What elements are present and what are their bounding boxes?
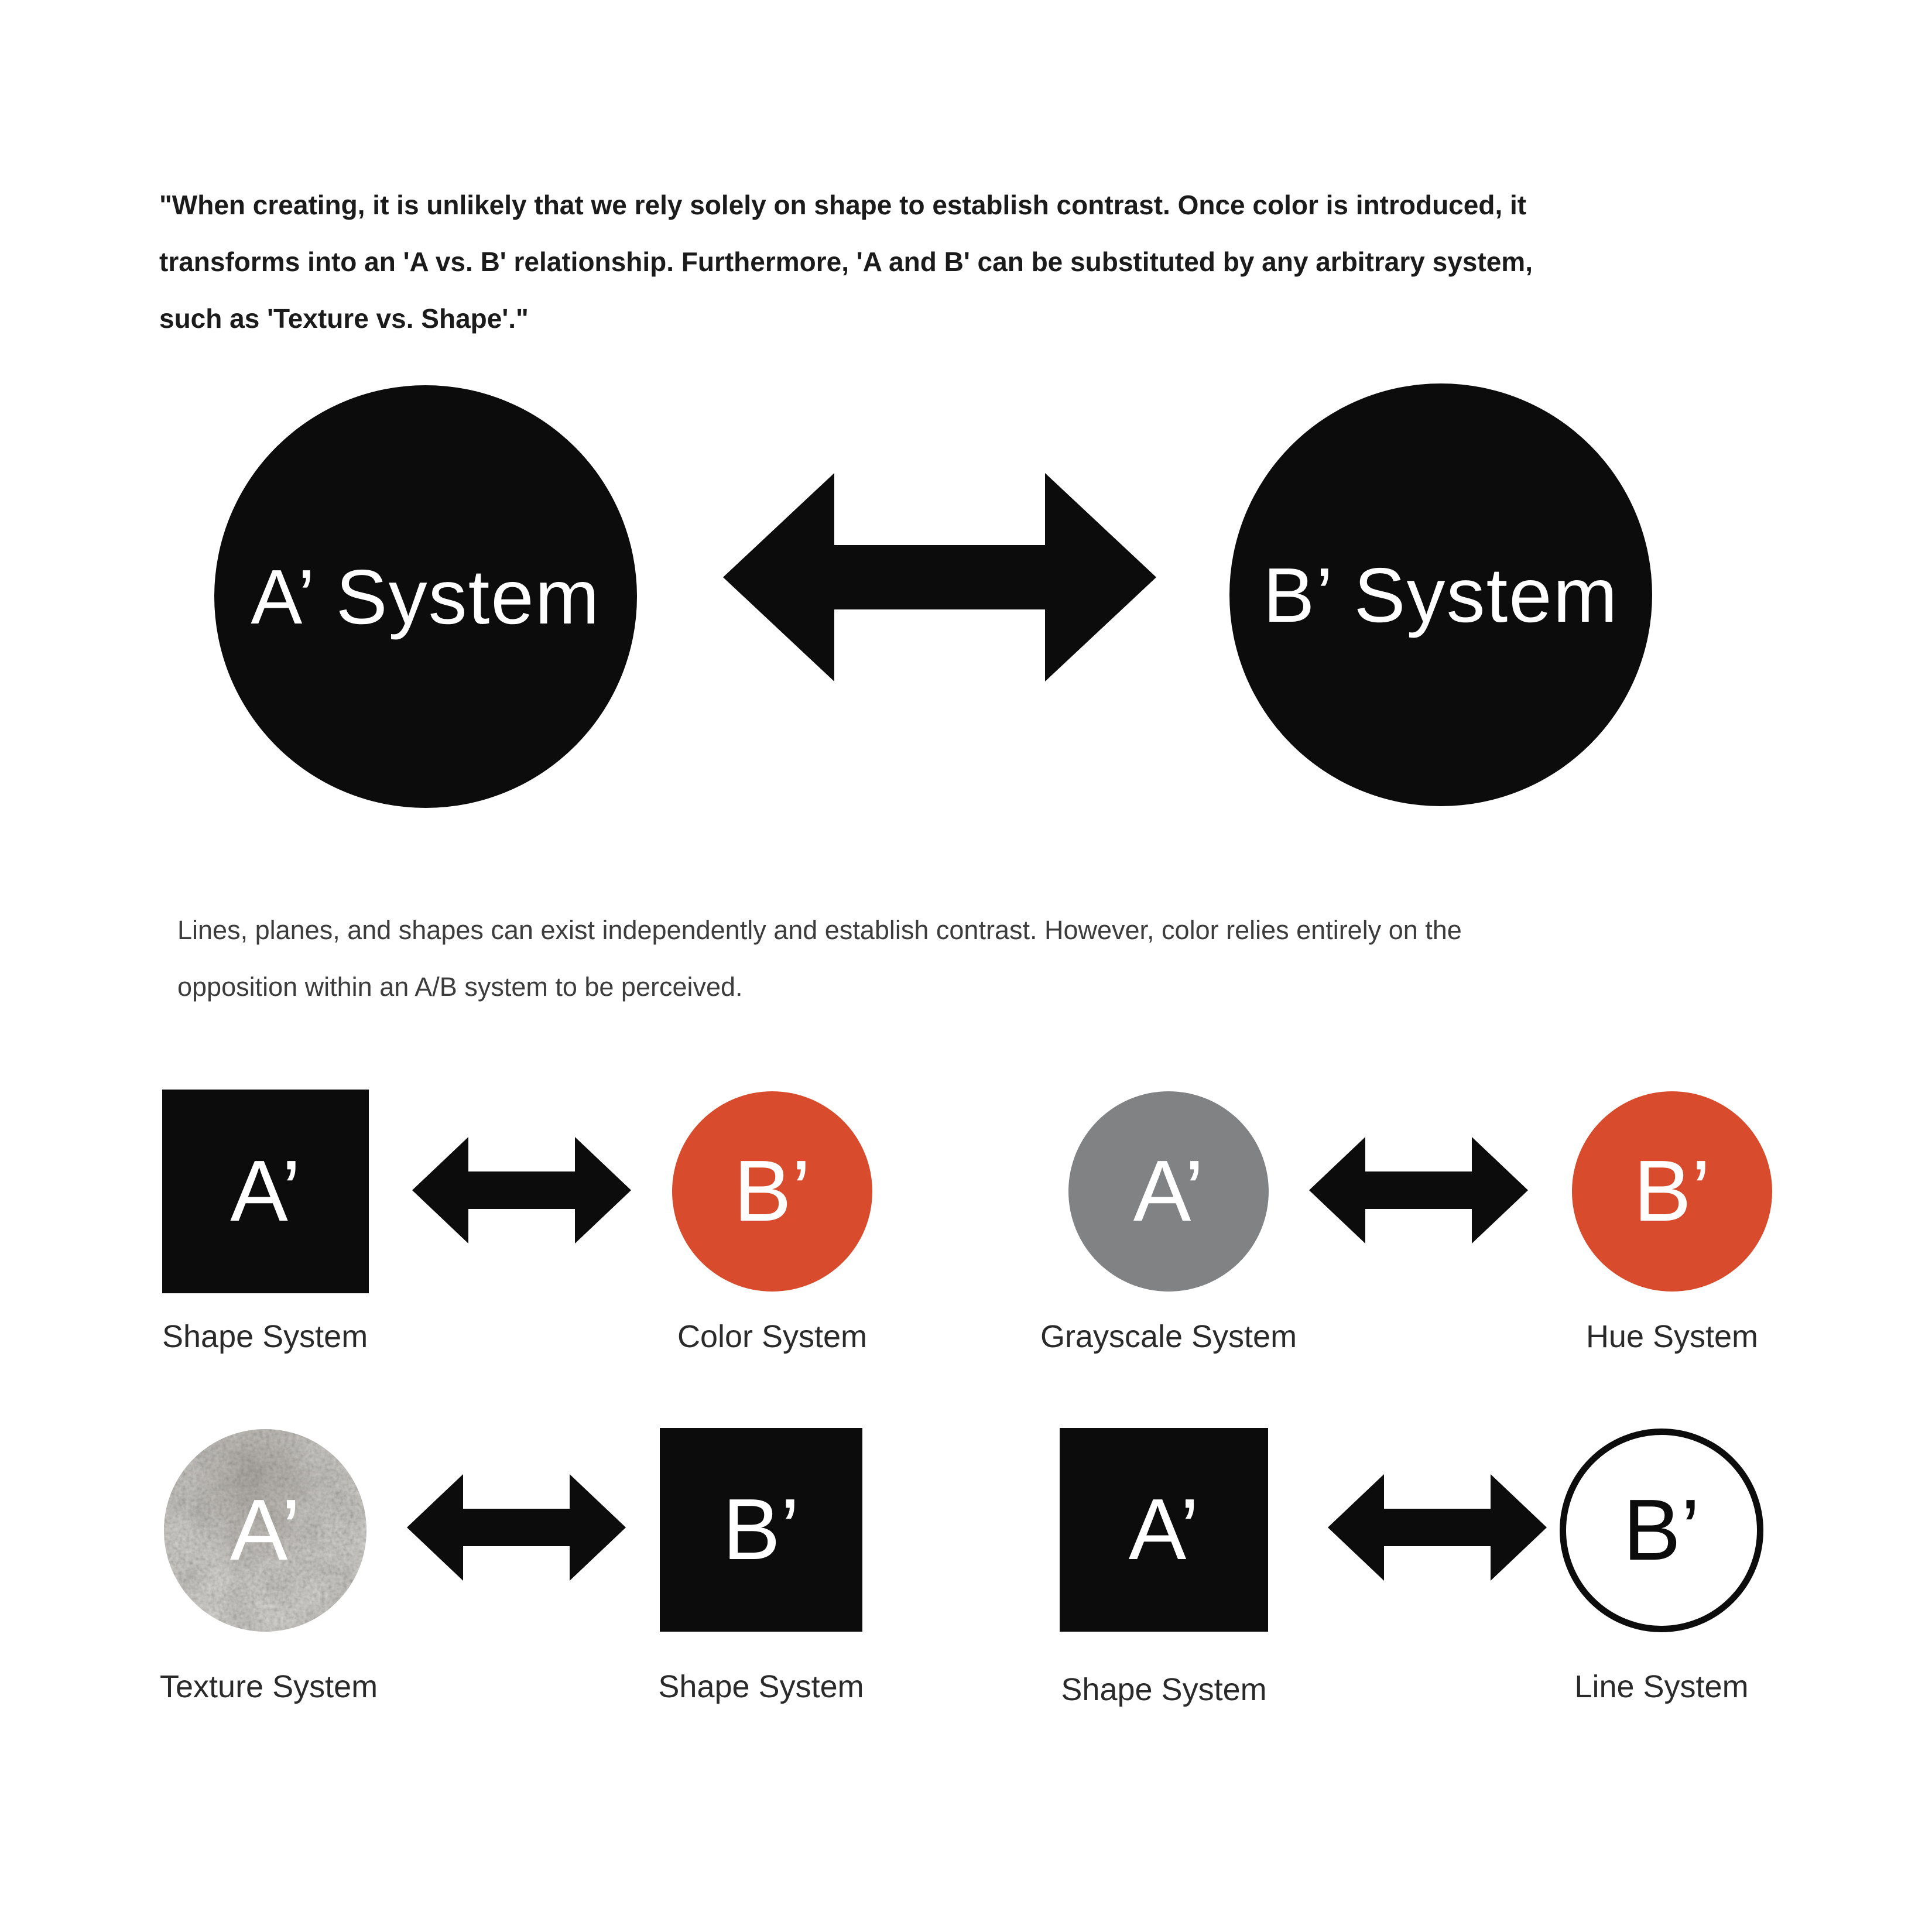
- comparison4-black-square: [1060, 1428, 1268, 1632]
- comparison3-b-letter: B’: [722, 1481, 800, 1578]
- description-paragraph: [177, 902, 1793, 1015]
- quote-line-1: "When creating, it is unlikely that we rely solely on shape to establish contrast. Once color is introduced, it: [159, 190, 1527, 220]
- description-line-2: opposition within an A/B system to be perceived.: [177, 972, 743, 1002]
- double-arrow-icon: [407, 1474, 626, 1581]
- comparison1-b-letter: B’: [734, 1143, 811, 1239]
- comparison1-orange-circle: [672, 1091, 872, 1292]
- b-system-label: B’ System: [1263, 551, 1619, 638]
- comparison4-b-letter: B’: [1623, 1482, 1700, 1578]
- comparison4-outlined-circle: [1560, 1429, 1763, 1632]
- double-arrow-icon: [412, 1137, 631, 1244]
- double-arrow-icon: [1309, 1137, 1528, 1244]
- quote-line-3: such as 'Texture vs. Shape'.": [159, 303, 529, 334]
- comparison4-a-letter: A’: [1128, 1481, 1200, 1578]
- comparison2-b-caption: Hue System: [1585, 1319, 1759, 1354]
- quote-paragraph: [159, 177, 1810, 347]
- b-system-circle: [1229, 383, 1652, 806]
- comparison2-a-caption: Grayscale System: [1040, 1319, 1297, 1354]
- comparison3-texture-circle: [164, 1429, 366, 1632]
- comparison4-b-caption: Line System: [1574, 1669, 1749, 1704]
- comparison3-b-caption: Shape System: [658, 1669, 864, 1704]
- comparison1-black-square: [162, 1090, 369, 1293]
- comparison1-a-caption: Shape System: [162, 1319, 368, 1354]
- comparison2-b-letter: B’: [1633, 1143, 1711, 1239]
- double-arrow-icon: [723, 473, 1156, 681]
- quote-line-2: transforms into an 'A vs. B' relationship. Furthermore, 'A and B' can be substituted by any arbitrary system,: [159, 246, 1533, 277]
- a-system-label: A’ System: [251, 553, 601, 640]
- comparison4-a-caption: Shape System: [1061, 1672, 1267, 1707]
- comparison2-gray-circle: [1068, 1091, 1269, 1292]
- comparison1-a-letter: A’: [230, 1143, 301, 1239]
- comparison3-a-letter: A’: [229, 1482, 301, 1578]
- comparison1-b-caption: Color System: [677, 1319, 868, 1354]
- a-system-circle: [214, 385, 637, 808]
- comparison3-a-caption: Texture System: [160, 1669, 378, 1704]
- comparison2-orange-circle: [1572, 1091, 1772, 1292]
- comparison3-black-square: [660, 1428, 862, 1632]
- double-arrow-icon: [1328, 1474, 1547, 1581]
- description-line-1: Lines, planes, and shapes can exist independently and establish contrast. However, color relies entirely on the: [177, 915, 1462, 945]
- comparison2-a-letter: A’: [1133, 1143, 1204, 1239]
